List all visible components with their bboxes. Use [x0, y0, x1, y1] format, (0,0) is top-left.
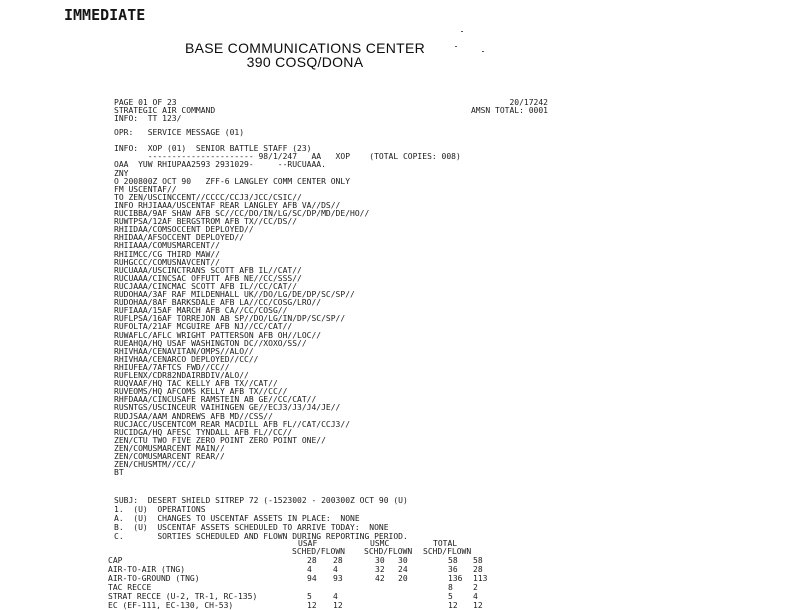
table-group-header: TOTAL: [433, 539, 458, 548]
row-value: 4: [473, 592, 478, 601]
row-value: 32: [375, 565, 385, 574]
priority-stamp: IMMEDIATE: [64, 6, 146, 24]
row-value: 42: [375, 574, 385, 583]
row-value: 12: [307, 601, 317, 610]
message-line: ZEN/CTU TWO FIVE ZERO POINT ZERO POINT ONE//: [114, 435, 326, 445]
message-line: RUCUAAA/CINCSAC OFFUTT AFB NE//CC/SSS//: [114, 273, 302, 283]
header-title: BASE COMMUNICATIONS CENTER: [184, 40, 426, 56]
table-subheader: SCHD/FLOWN: [423, 547, 472, 556]
scan-speck: [482, 51, 484, 52]
page-number: PAGE 01 OF 23: [114, 98, 177, 107]
row-label: AIR-TO-AIR (TNG): [108, 565, 186, 574]
message-line: RUFOLTA/21AF MCGUIRE AFB NJ//CC/CAT//: [114, 322, 293, 332]
row-label: TAC RECCE: [108, 583, 152, 592]
message-line: BT: [114, 468, 124, 478]
message-line: RHIIAAA/COMUSMARCENT//: [114, 241, 220, 251]
row-value: 5: [448, 592, 453, 601]
message-line: RUCJACC/USCENTCOM REAR MACDILL AFB FL//CAT/CCJ3//: [114, 419, 351, 429]
row-value: 4: [307, 565, 312, 574]
message-line: RHIUFEA/7AFTCS FWD//CC//: [114, 362, 230, 372]
message-line: RUDJSAA/AAM ANDREWS AFB MD//CSS//: [114, 411, 273, 421]
message-line: RUWTPSA/12AF BERGSTROM AFB TX//CC/DS//: [114, 217, 298, 227]
message-line: RUFLENX/CDR82NDAIRBDIV/ALO//: [114, 371, 249, 380]
row-label: CAP: [108, 556, 123, 565]
row-value: 36: [448, 565, 458, 574]
message-line: ZEN/CHUSMTM//CC//: [114, 460, 196, 470]
row-value: 12: [473, 601, 483, 610]
row-value: 2: [473, 583, 478, 592]
message-line: ZEN/COMUSMARCENT REAR//: [114, 452, 225, 461]
row-value: 24: [398, 565, 408, 574]
message-line: ZNY: [114, 168, 129, 178]
row-value: 5: [307, 592, 312, 601]
message-line: INFO: XOP (01) SENIOR BATTLE STAFF (23): [114, 144, 312, 154]
row-value: 20: [398, 574, 408, 583]
subject-line: 1. (U) OPERATIONS: [114, 505, 206, 514]
subject-line: C. SORTIES SCHEDULED AND FLOWN DURING REPORTING PERIOD.: [114, 532, 408, 541]
row-value: 93: [333, 574, 343, 583]
scan-speck: [461, 31, 463, 32]
message-line: RUCUAAA/USCINCTRANS SCOTT AFB IL//CAT//: [114, 265, 302, 275]
message-line: RUWAFLC/AFLC WRIGHT PATTERSON AFB OH//LOC//: [114, 330, 322, 340]
message-line: INFO RHJIAAA/USCENTAF REAR LANGLEY AFB VA//DS//: [114, 200, 341, 210]
message-line: RHIDAA/AFSOCCENT DEPLOYED//: [114, 233, 245, 243]
row-value: 28: [473, 565, 483, 574]
row-value: 28: [307, 556, 317, 565]
message-line: RUSNTGS/USCINCEUR VAIHINGEN GE//ECJ3/J3/J4/JE//: [114, 403, 341, 413]
message-line: RUFLPSA/16AF TORREJON AB SP//DO/LG/IN/DP/SC/SP//: [114, 314, 346, 324]
row-value: 8: [448, 583, 453, 592]
message-line: RUCJAAA/CINCMAC SCOTT AFB IL//CC/CAT//: [114, 281, 298, 291]
row-value: 136: [448, 574, 463, 583]
message-line: FM USCENTAF//: [114, 184, 177, 194]
message-line: RHIVHAA/CENAVITAN/OMPS//ALO//: [114, 346, 254, 356]
message-line: RUCIBBA/9AF SHAW AFB SC//CC/DO/IN/LG/SC/DP/MD/DE/HO//: [114, 209, 370, 218]
message-line: OPR: SERVICE MESSAGE (01): [114, 128, 245, 137]
table-row: [108, 565, 528, 574]
message-line: ---------------------- 98/1/247 AA XOP (TOTAL COPIES: 008): [114, 152, 461, 162]
message-line: RHIIDAA/COMSOCCENT DEPLOYED//: [114, 225, 254, 235]
message-date: 20/17242: [509, 98, 548, 107]
table-row: [108, 556, 528, 565]
message-line: TO ZEN/USCINCCENT//CCCC/CCJ3/JCC/CSIC//: [114, 192, 302, 202]
table-subheader: SCHD/FLOWN: [364, 547, 413, 556]
subject-line: SUBJ: DESERT SHIELD SITREP 72 (-1523002 - 200300Z OCT 90 (U): [114, 496, 408, 505]
row-value: 12: [448, 601, 458, 610]
message-line: RUCIDGA/HQ AFESC TYNDALL AFB FL//CC//: [114, 427, 293, 437]
row-value: 30: [375, 556, 385, 565]
row-value: 58: [473, 556, 483, 565]
originator-org: STRATEGIC AIR COMMAND: [114, 106, 216, 115]
message-line: RUHGCCC/COMUSNAVCENT//: [114, 257, 220, 267]
row-value: 58: [448, 556, 458, 565]
row-value: 12: [333, 601, 343, 610]
message-line: RHIIMCC/CG THIRD MAW//: [114, 249, 220, 259]
copies-total: AMSN TOTAL: 0001: [470, 106, 548, 115]
row-label: STRAT RECCE (U-2, TR-1, RC-135): [108, 592, 258, 601]
subject-line: B. (U) USCENTAF ASSETS SCHEDULED TO ARRIVE TODAY: NONE: [114, 523, 389, 532]
message-line: RUEAHQA/HQ USAF WASHINGTON DC//XOXO/SS//: [114, 338, 307, 348]
row-label: EC (EF-111, EC-130, CH-53): [108, 601, 234, 610]
message-line: RUVEOMS/HQ AFCOMS KELLY AFB TX//CC//: [114, 387, 288, 397]
message-line: RUDOHAA/8AF BARKSDALE AFB LA//CC/COSG/LRO//: [114, 298, 322, 308]
table-group-header: USAF: [298, 539, 318, 548]
header-subtitle: 390 COSQ/DONA: [246, 54, 364, 70]
message-line: RHIVHAA/CENARCO DEPLOYED//CC//: [114, 354, 259, 364]
message-line: OAA YUW RHIUPAA2593 2931029- --RUCUAAA.: [114, 160, 326, 170]
row-label: AIR-TO-GROUND (TNG): [108, 574, 200, 583]
table-group-header: USMC: [370, 539, 390, 548]
table-subheader: SCHED/FLOWN: [292, 547, 345, 556]
row-value: 28: [333, 556, 343, 565]
table-row: [108, 583, 528, 592]
message-line: RUFIAAA/15AF MARCH AFB CA//CC/COSG//: [114, 306, 288, 316]
message-line: RUQVAAF/HQ TAC KELLY AFB TX//CAT//: [114, 379, 278, 389]
info-line: INFO: TT 123/: [114, 114, 182, 123]
subject-line: A. (U) CHANGES TO USCENTAF ASSETS IN PLACE: NONE: [114, 514, 360, 523]
scan-speck: [455, 46, 457, 47]
row-value: 113: [473, 574, 488, 583]
row-value: 4: [333, 565, 338, 574]
table-row: [108, 574, 528, 583]
message-line: ZEN/COMUSMARCENT MAIN//: [114, 443, 225, 453]
row-value: 94: [307, 574, 317, 583]
message-line: RUDOHAA/3AF RAF MILDENHALL UK//DO/LG/DE/DP/SC/SP//: [114, 290, 355, 299]
table-row: [108, 601, 528, 610]
row-value: 4: [333, 592, 338, 601]
message-line: RHFDAAA/CINCUSAFE RAMSTEIN AB GE//CC/CAT//: [114, 395, 317, 405]
row-value: 30: [398, 556, 408, 565]
message-line: O 200800Z OCT 90 ZFF-6 LANGLEY COMM CENTER ONLY: [114, 176, 351, 186]
